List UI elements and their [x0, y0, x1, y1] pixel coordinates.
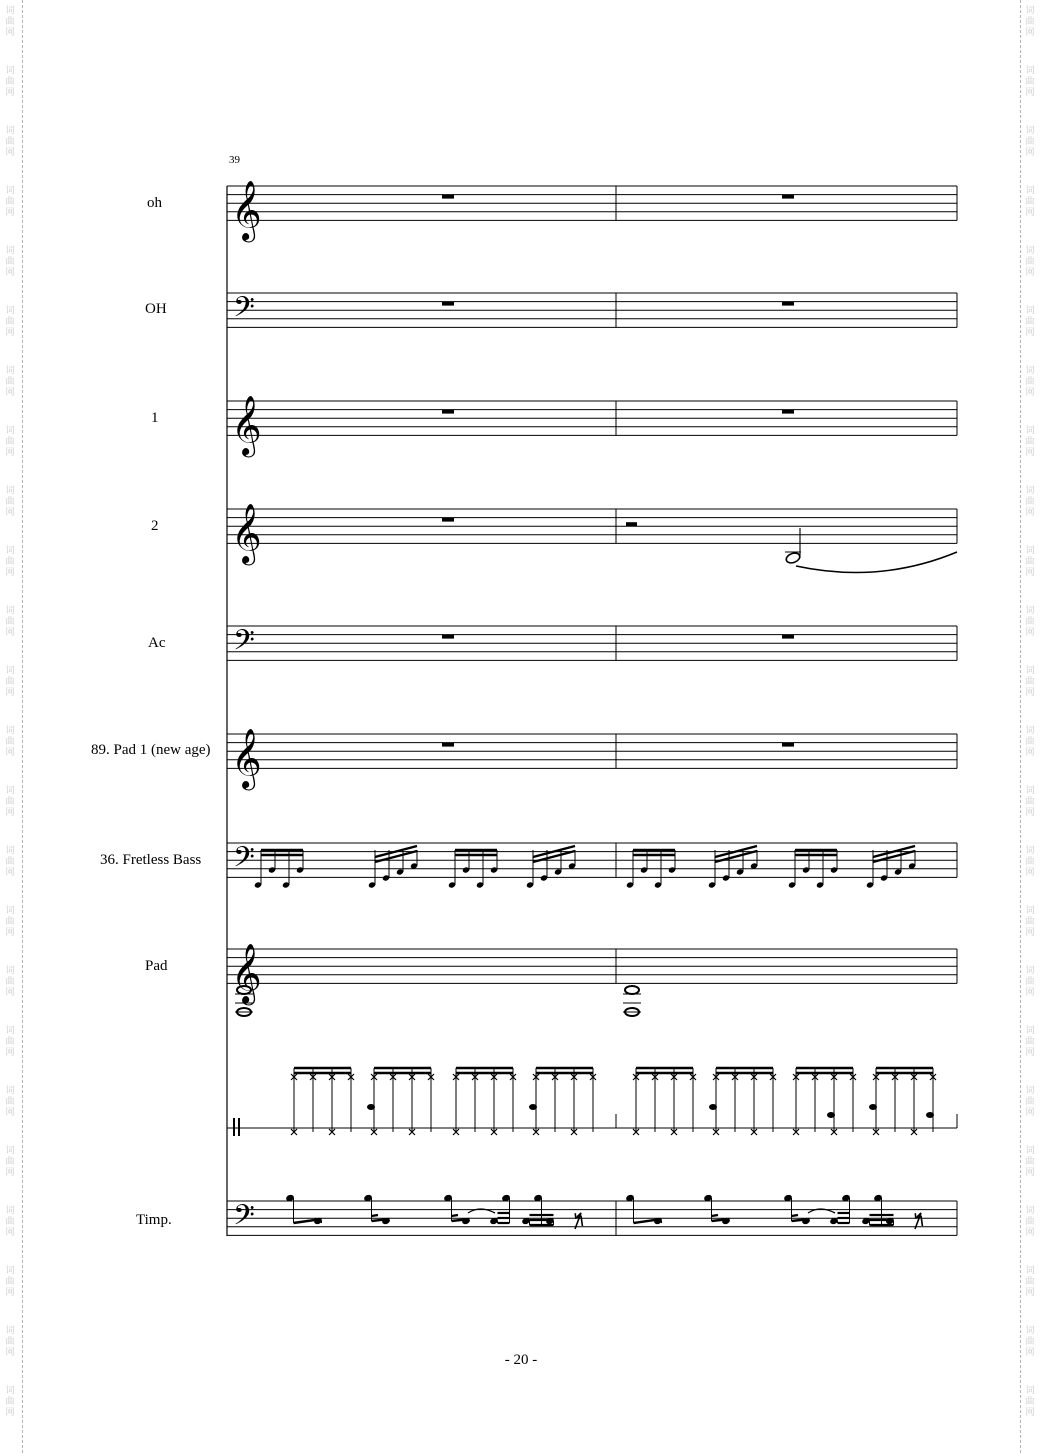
half-rest — [626, 522, 637, 526]
tie — [796, 552, 957, 572]
sixteenth-rest: 𝈿 — [914, 1210, 924, 1231]
watermark-glyphs: 词 曲 网 — [5, 426, 15, 458]
watermark-glyphs: 词 曲 网 — [5, 126, 15, 158]
whole-rest — [782, 743, 794, 747]
instrument-label-pad: Pad — [145, 958, 168, 974]
watermark-glyphs: 词 曲 网 — [5, 246, 15, 278]
instrument-label-2: 2 — [151, 518, 159, 534]
watermark-glyphs: 词 曲 网 — [1025, 1086, 1035, 1118]
instrument-label-OH: OH — [145, 301, 167, 317]
watermark-glyphs: 词 曲 网 — [1025, 906, 1035, 938]
tom-note — [827, 1112, 835, 1118]
bass-clef: 𝄢 — [233, 623, 255, 664]
instrument-label-oh: oh — [147, 195, 162, 211]
watermark-glyphs: 词 曲 网 — [5, 966, 15, 998]
percussion-clef — [238, 1118, 240, 1136]
whole-rest — [442, 518, 454, 522]
instrument-label-timp: Timp. — [136, 1212, 172, 1228]
watermark-glyphs: 词 曲 网 — [1025, 1146, 1035, 1178]
watermark-glyphs: 词 曲 网 — [5, 66, 15, 98]
watermark-glyphs: 词 曲 网 — [5, 546, 15, 578]
bass-clef: 𝄢 — [233, 1198, 255, 1239]
watermark-glyphs: 词 曲 网 — [1025, 126, 1035, 158]
watermark-glyphs: 词 曲 网 — [1025, 306, 1035, 338]
watermark-glyphs: 词 曲 网 — [1025, 1026, 1035, 1058]
whole-rest — [782, 635, 794, 639]
watermark-glyphs: 词 曲 网 — [5, 1146, 15, 1178]
watermark-glyphs: 词 曲 网 — [5, 6, 15, 38]
watermark-glyphs: 词 曲 网 — [1025, 1266, 1035, 1298]
whole-rest — [442, 195, 454, 199]
beam — [452, 1215, 459, 1216]
whole-note — [625, 986, 639, 994]
watermark-glyphs: 词 曲 网 — [1025, 726, 1035, 758]
watermark-glyphs: 词 曲 网 — [5, 1026, 15, 1058]
watermark-glyphs: 词 曲 网 — [5, 1326, 15, 1358]
watermark-glyphs: 词 曲 网 — [5, 306, 15, 338]
treble-clef: 𝄞 — [231, 395, 262, 456]
treble-clef: 𝄞 — [231, 728, 262, 789]
instrument-label-fretless-bass: 36. Fretless Bass — [100, 852, 202, 868]
watermark-glyphs: 词 曲 网 — [1025, 246, 1035, 278]
snare-note — [367, 1104, 375, 1110]
bass-clef: 𝄢 — [233, 840, 255, 881]
watermark-glyphs: 词 曲 网 — [5, 366, 15, 398]
percussion-clef — [233, 1118, 235, 1136]
watermark-glyphs: 词 曲 网 — [5, 786, 15, 818]
instrument-label-ac: Ac — [148, 635, 166, 651]
instrument-label-pad1: 89. Pad 1 (new age) — [91, 742, 211, 758]
watermark-glyphs: 词 曲 网 — [5, 846, 15, 878]
watermark-glyphs: 词 曲 网 — [1025, 1386, 1035, 1418]
watermark-glyphs: 词 曲 网 — [1025, 546, 1035, 578]
half-note — [785, 551, 801, 564]
treble-clef: 𝄞 — [231, 943, 262, 1004]
watermark-glyphs: 词 曲 网 — [5, 1386, 15, 1418]
treble-clef: 𝄞 — [231, 503, 262, 564]
beam — [712, 1215, 719, 1216]
watermark-glyphs: 词 曲 网 — [1025, 66, 1035, 98]
watermark-glyphs: 词 曲 网 — [1025, 786, 1035, 818]
whole-rest — [442, 410, 454, 414]
watermark-glyphs: 词 曲 网 — [5, 666, 15, 698]
bass-clef: 𝄢 — [233, 290, 255, 331]
watermark-glyphs: 词 曲 网 — [5, 906, 15, 938]
instrument-label-1: 1 — [151, 410, 159, 426]
watermark-glyphs: 词 曲 网 — [1025, 966, 1035, 998]
whole-rest — [782, 410, 794, 414]
whole-rest — [442, 635, 454, 639]
watermark-glyphs: 词 曲 网 — [5, 726, 15, 758]
treble-clef: 𝄞 — [231, 180, 262, 241]
watermark-glyphs: 词 曲 网 — [5, 1086, 15, 1118]
tom-note — [926, 1112, 934, 1118]
whole-rest — [442, 743, 454, 747]
watermark-glyphs: 词 曲 网 — [5, 1206, 15, 1238]
watermark-glyphs: 词 曲 网 — [5, 1266, 15, 1298]
sixteenth-rest: 𝈿 — [574, 1210, 584, 1231]
watermark-glyphs: 词 曲 网 — [1025, 186, 1035, 218]
whole-rest — [442, 302, 454, 306]
watermark-glyphs: 词 曲 网 — [1025, 366, 1035, 398]
watermark-glyphs: 词 曲 网 — [1025, 846, 1035, 878]
whole-rest — [782, 302, 794, 306]
watermark-glyphs: 词 曲 网 — [1025, 1326, 1035, 1358]
beam — [792, 1215, 799, 1216]
whole-rest — [782, 195, 794, 199]
snare-note — [869, 1104, 877, 1110]
watermark-glyphs: 词 曲 网 — [5, 486, 15, 518]
watermark-glyphs: 词 曲 网 — [1025, 6, 1035, 38]
snare-note — [709, 1104, 717, 1110]
beam — [372, 1215, 379, 1216]
page-number: - 20 - — [504, 1352, 538, 1368]
snare-note — [529, 1104, 537, 1110]
watermark-glyphs: 词 曲 网 — [5, 186, 15, 218]
watermark-glyphs: 词 曲 网 — [1025, 606, 1035, 638]
watermark-glyphs: 词 曲 网 — [1025, 666, 1035, 698]
watermark-glyphs: 词 曲 网 — [1025, 1206, 1035, 1238]
measure-number: 39 — [229, 154, 240, 166]
watermark-glyphs: 词 曲 网 — [1025, 426, 1035, 458]
watermark-glyphs: 词 曲 网 — [1025, 486, 1035, 518]
watermark-glyphs: 词 曲 网 — [5, 606, 15, 638]
